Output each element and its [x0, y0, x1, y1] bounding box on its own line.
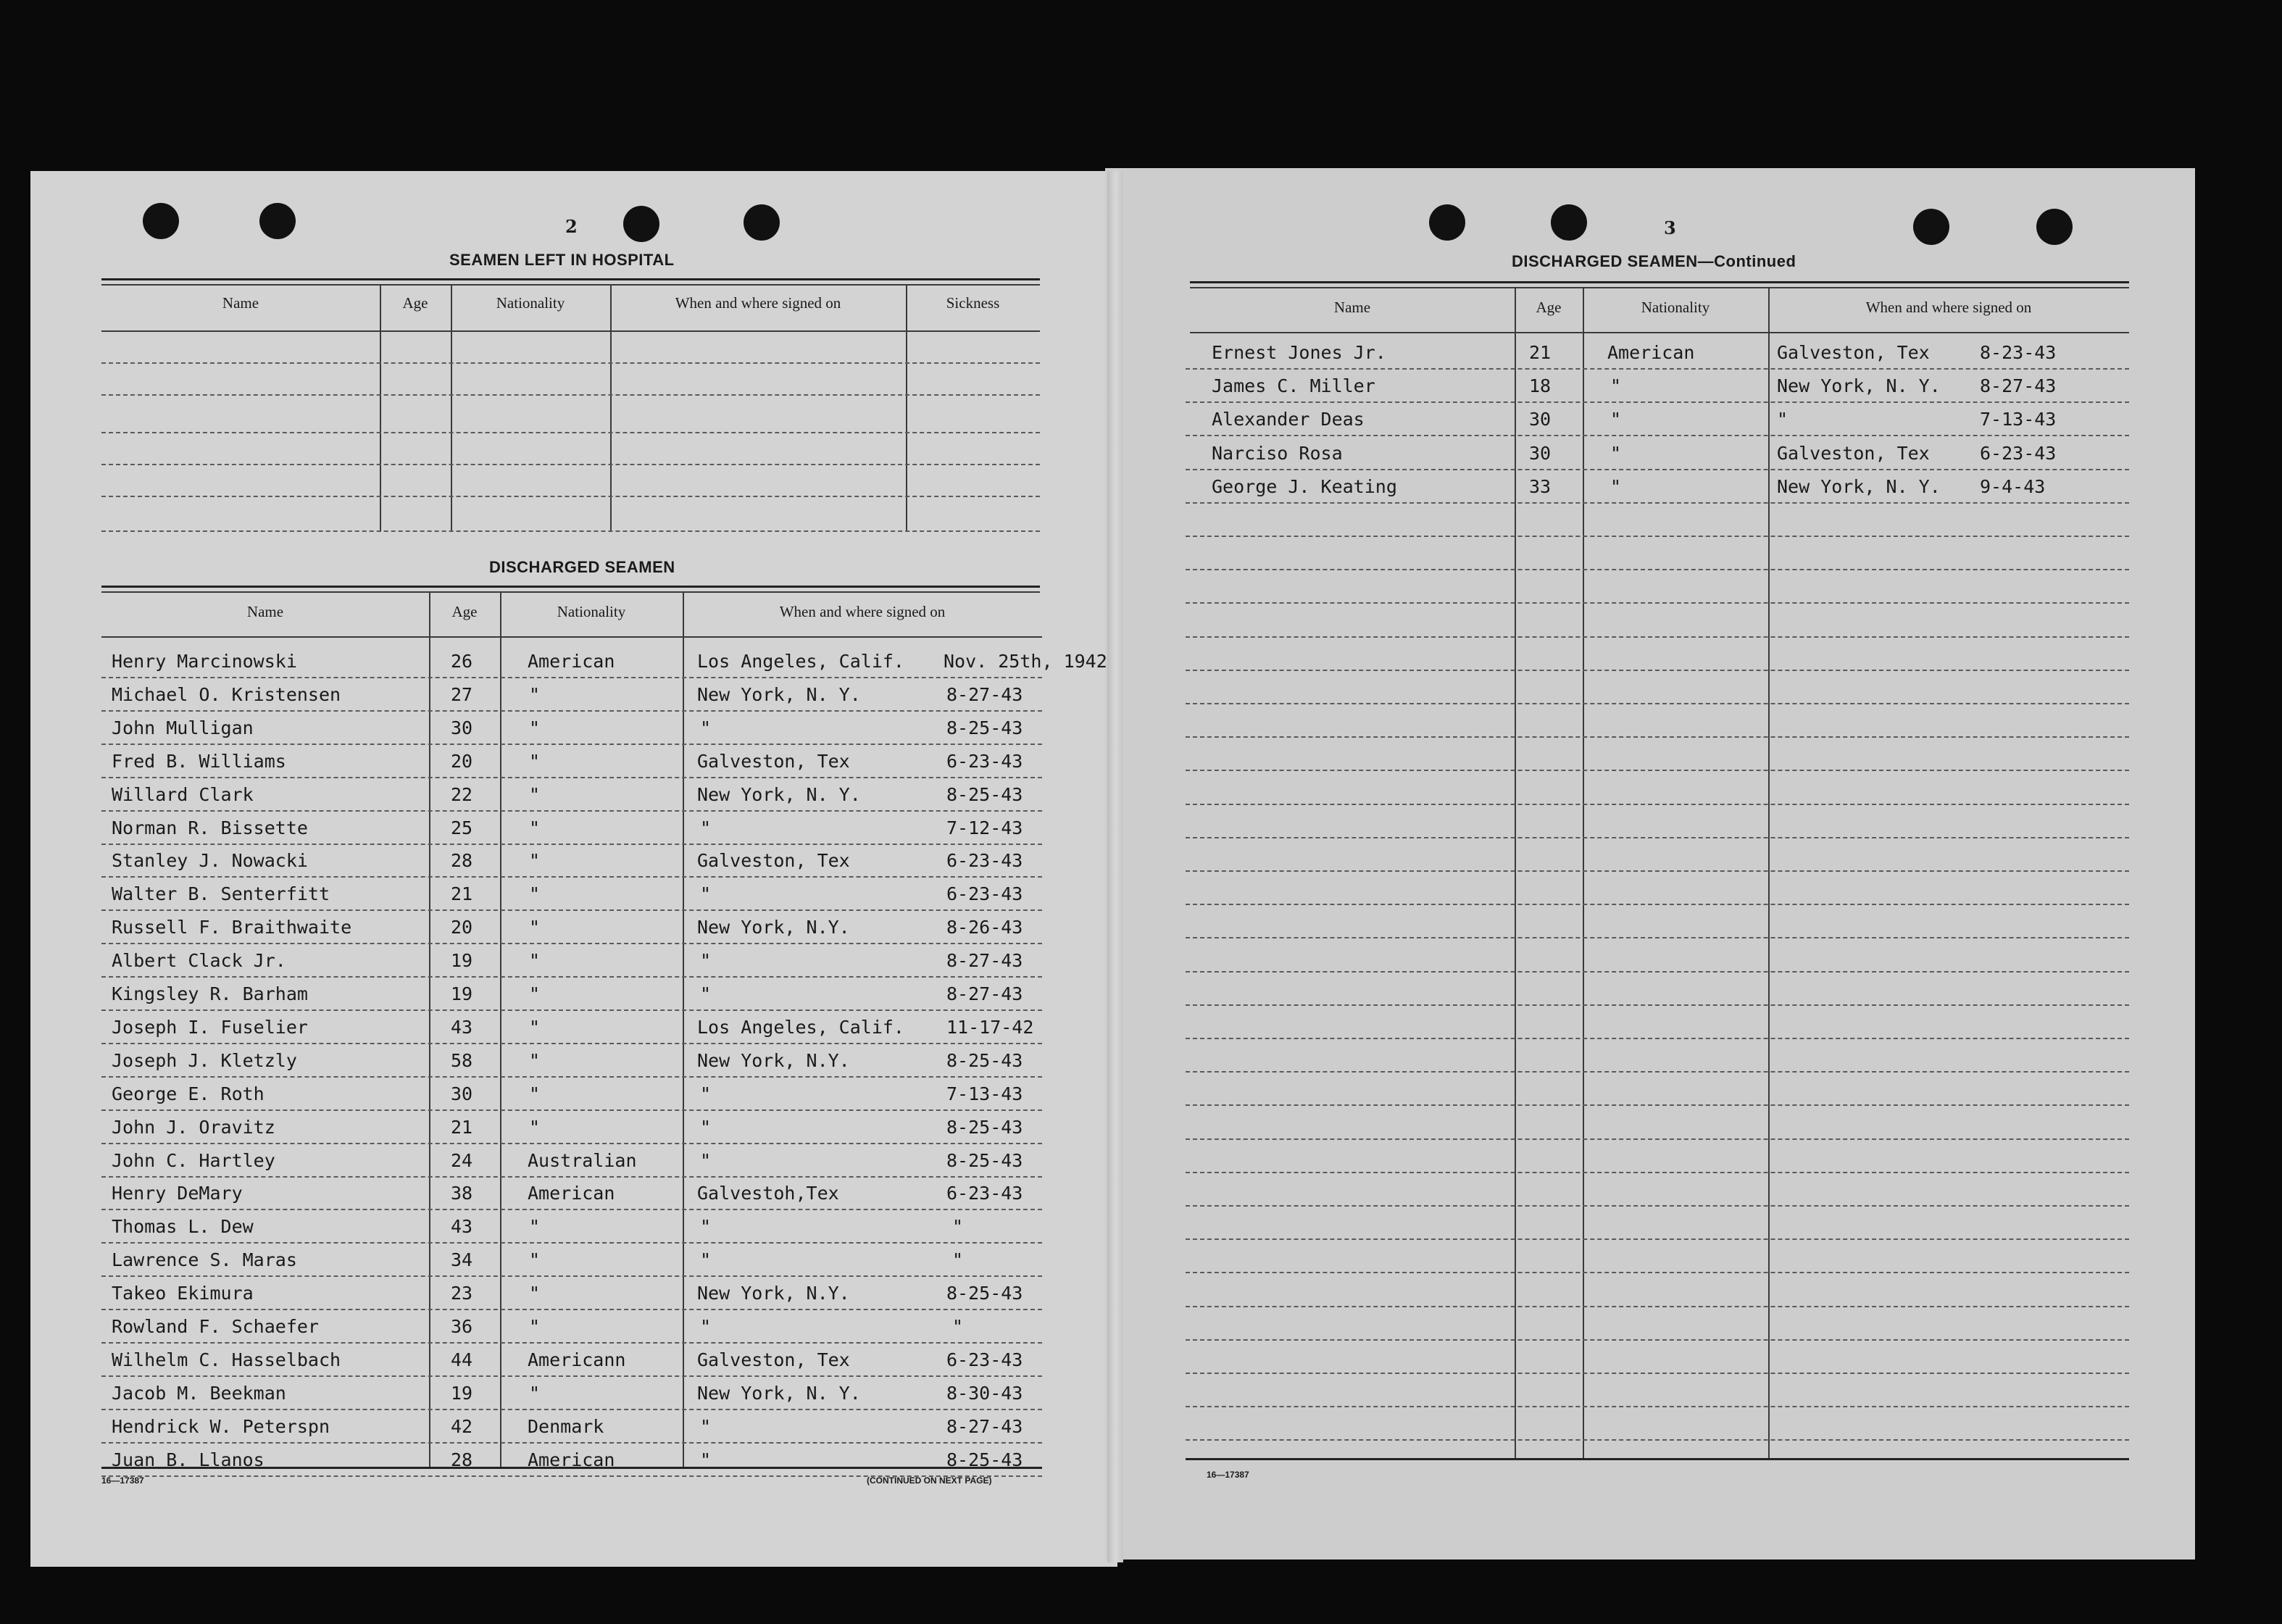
column-divider: [380, 286, 381, 532]
signed-on-date: 8-23-43: [1980, 342, 2057, 363]
seaman-age: 23: [451, 1283, 473, 1304]
seaman-age: 36: [451, 1316, 473, 1337]
signed-on-place: ": [700, 1449, 712, 1470]
column-divider: [1768, 288, 1770, 1458]
signed-on-place: New York, N.Y.: [697, 1283, 850, 1304]
seaman-name: Norman R. Bissette: [112, 817, 308, 838]
signed-on-place: New York, N.Y.: [697, 917, 850, 938]
signed-on-date: 8-25-43: [946, 1283, 1023, 1304]
column-header: Name: [246, 603, 284, 620]
seaman-name: Joseph I. Fuselier: [112, 1017, 308, 1038]
seaman-age: 24: [451, 1150, 473, 1171]
seaman-nationality: ": [529, 1117, 541, 1138]
row-rule: [101, 976, 1042, 978]
rule: [101, 586, 1040, 588]
punch-hole: [143, 203, 179, 239]
row-rule: [101, 1409, 1042, 1410]
seaman-age: 58: [451, 1050, 473, 1071]
signed-on-place: New York, N. Y.: [1777, 476, 1941, 497]
seaman-nationality: ": [529, 784, 541, 805]
signed-on-place: New York, N. Y.: [697, 684, 861, 705]
signed-on-date: 6-23-43: [946, 1183, 1023, 1204]
seaman-name: John J. Oravitz: [112, 1117, 275, 1138]
seaman-age: 28: [451, 1449, 473, 1470]
seaman-age: 28: [451, 850, 473, 871]
signed-on-date: 6-23-43: [946, 883, 1023, 904]
row-rule: [101, 1342, 1042, 1344]
seaman-nationality: ": [529, 1216, 541, 1237]
page-number: 2: [565, 216, 578, 237]
signed-on-date: 9-4-43: [1980, 476, 2046, 497]
signed-on-place: ": [1777, 409, 1788, 430]
seaman-name: John Mulligan: [112, 717, 254, 738]
seaman-name: John C. Hartley: [112, 1150, 275, 1171]
row-rule: [1186, 1071, 2129, 1073]
seaman-age: 18: [1529, 375, 1552, 396]
row-rule: [1186, 1205, 2129, 1207]
column-header: Name: [1333, 299, 1371, 316]
row-rule: [101, 909, 1042, 911]
row-rule: [101, 1275, 1042, 1277]
row-rule: [1186, 401, 2129, 403]
signed-on-place: New York, N.Y.: [697, 1050, 850, 1071]
seaman-age: 19: [451, 983, 473, 1004]
signed-on-date: 8-25-43: [946, 1449, 1023, 1470]
column-header: Name: [222, 294, 259, 312]
seaman-nationality: American: [528, 1183, 615, 1204]
signed-on-date: 8-26-43: [946, 917, 1023, 938]
row-rule: [101, 1043, 1042, 1044]
seaman-nationality: ": [529, 883, 541, 904]
seaman-age: 20: [451, 751, 473, 772]
seaman-nationality: American: [528, 651, 615, 672]
seaman-age: 42: [451, 1416, 473, 1437]
column-header: Sickness: [946, 294, 1000, 312]
signed-on-date: 7-13-43: [1980, 409, 2057, 430]
seaman-nationality: ": [529, 1017, 541, 1038]
signed-on-date: 8-30-43: [946, 1383, 1023, 1404]
signed-on-place: Galveston, Tex: [1777, 342, 1930, 363]
punch-hole: [259, 203, 296, 239]
row-rule: [1186, 1172, 2129, 1173]
seaman-name: Hendrick W. Peterspn: [112, 1416, 330, 1437]
signed-on-date: 8-25-43: [946, 1117, 1023, 1138]
signed-on-date: 7-12-43: [946, 817, 1023, 838]
row-rule: [1186, 870, 2129, 872]
rule: [101, 591, 1040, 593]
seaman-name: Albert Clack Jr.: [112, 950, 286, 971]
seaman-name: Walter B. Senterfitt: [112, 883, 330, 904]
seaman-name: Michael O. Kristensen: [112, 684, 341, 705]
row-rule: [1186, 837, 2129, 838]
column-divider: [1583, 288, 1584, 1458]
row-rule: [101, 1009, 1042, 1011]
seaman-nationality: ": [529, 983, 541, 1004]
column-divider: [906, 286, 907, 532]
seaman-age: 25: [451, 817, 473, 838]
seaman-name: Thomas L. Dew: [112, 1216, 254, 1237]
signed-on-place: New York, N. Y.: [697, 1383, 861, 1404]
seaman-age: 21: [451, 1117, 473, 1138]
signed-on-date: 8-27-43: [946, 684, 1023, 705]
column-header: Age: [451, 603, 478, 620]
seaman-nationality: ": [1610, 476, 1622, 497]
seaman-name: Rowland F. Schaefer: [112, 1316, 319, 1337]
seaman-age: 43: [451, 1216, 473, 1237]
signed-on-date: 8-27-43: [946, 950, 1023, 971]
rule: [1190, 281, 2129, 283]
row-rule: [1186, 1038, 2129, 1039]
signed-on-date: 8-25-43: [946, 1050, 1023, 1071]
seaman-age: 44: [451, 1349, 473, 1370]
seaman-age: 19: [451, 1383, 473, 1404]
row-rule: [101, 464, 1040, 465]
seaman-name: Takeo Ekimura: [112, 1283, 254, 1304]
signed-on-place: New York, N. Y.: [1777, 375, 1941, 396]
punch-hole: [1551, 204, 1587, 241]
seaman-nationality: ": [529, 950, 541, 971]
signed-on-place: Los Angeles, Calif.: [697, 1017, 904, 1038]
column-header: Age: [402, 294, 428, 312]
seaman-name: Russell F. Braithwaite: [112, 917, 352, 938]
row-rule: [101, 1309, 1042, 1310]
row-rule: [1186, 1339, 2129, 1341]
seaman-nationality: Australian: [528, 1150, 637, 1171]
signed-on-date: 8-27-43: [1980, 375, 2057, 396]
seaman-name: Juan B. Llanos: [112, 1449, 265, 1470]
row-rule: [1186, 435, 2129, 436]
signed-on-place: ": [700, 817, 712, 838]
continued-title: DISCHARGED SEAMEN—Continued: [1512, 252, 1796, 270]
seaman-nationality: American: [1607, 342, 1695, 363]
signed-on-place: ": [700, 1150, 712, 1171]
signed-on-date: ": [952, 1249, 964, 1270]
seaman-name: Henry Marcinowski: [112, 651, 297, 672]
signed-on-place: ": [700, 983, 712, 1004]
signed-on-date: 8-27-43: [946, 983, 1023, 1004]
row-rule: [101, 330, 1040, 332]
signed-on-date: ": [952, 1316, 964, 1337]
seaman-age: 22: [451, 784, 473, 805]
row-rule: [1186, 602, 2129, 604]
signed-on-place: Galveston, Tex: [697, 850, 850, 871]
seaman-age: 34: [451, 1249, 473, 1270]
seaman-age: 30: [1529, 443, 1552, 464]
hospital-title: SEAMEN LEFT IN HOSPITAL: [449, 251, 675, 269]
form-number: 16—17387: [101, 1475, 144, 1486]
seaman-nationality: ": [1610, 375, 1622, 396]
row-rule: [1186, 1306, 2129, 1307]
punch-hole: [623, 206, 659, 242]
signed-on-place: ": [700, 1216, 712, 1237]
column-header: Nationality: [557, 603, 626, 620]
seaman-name: Henry DeMary: [112, 1183, 243, 1204]
row-rule: [1186, 736, 2129, 738]
row-rule: [1186, 904, 2129, 905]
continued-note: (CONTINUED ON NEXT PAGE): [867, 1475, 992, 1486]
seaman-nationality: ": [529, 817, 541, 838]
seaman-name: Ernest Jones Jr.: [1212, 342, 1386, 363]
page-number: 3: [1664, 217, 1676, 238]
row-rule: [101, 530, 1040, 532]
row-rule: [101, 1109, 1042, 1111]
signed-on-place: Galvestoh,Tex: [697, 1183, 839, 1204]
seaman-nationality: ": [529, 1249, 541, 1270]
seaman-nationality: ": [1610, 443, 1622, 464]
row-rule: [101, 496, 1040, 497]
signed-on-place: ": [700, 883, 712, 904]
signed-on-place: Galveston, Tex: [1777, 443, 1930, 464]
seaman-nationality: ": [529, 850, 541, 871]
row-rule: [101, 1176, 1042, 1178]
seaman-name: Narciso Rosa: [1212, 443, 1343, 464]
row-rule: [1186, 569, 2129, 570]
punch-hole: [744, 204, 780, 241]
signed-on-date: 6-23-43: [1980, 443, 2057, 464]
seaman-age: 26: [451, 651, 473, 672]
row-rule: [1186, 703, 2129, 704]
header-rule: [1190, 332, 2129, 333]
row-rule: [101, 876, 1042, 878]
row-rule: [101, 432, 1040, 433]
row-rule: [1186, 1104, 2129, 1106]
row-rule: [1186, 1439, 2129, 1441]
column-divider: [500, 593, 501, 1467]
row-rule: [101, 1076, 1042, 1078]
seaman-nationality: ": [529, 1283, 541, 1304]
form-number: 16—17387: [1207, 1470, 1249, 1480]
row-rule: [1186, 770, 2129, 771]
seaman-age: 33: [1529, 476, 1552, 497]
seaman-name: Jacob M. Beekman: [112, 1383, 286, 1404]
seaman-name: Alexander Deas: [1212, 409, 1365, 430]
seaman-name: George J. Keating: [1212, 476, 1397, 497]
signed-on-place: ": [700, 1249, 712, 1270]
page-fold: [1107, 171, 1123, 1562]
signed-on-date: ": [952, 1216, 964, 1237]
signed-on-date: 8-25-43: [946, 784, 1023, 805]
row-rule: [1186, 1272, 2129, 1273]
seaman-nationality: ": [529, 1316, 541, 1337]
row-rule: [1186, 469, 2129, 470]
seaman-name: George E. Roth: [112, 1083, 265, 1104]
signed-on-place: Galveston, Tex: [697, 1349, 850, 1370]
row-rule: [101, 943, 1042, 944]
row-rule: [1186, 1238, 2129, 1240]
seaman-age: 30: [1529, 409, 1552, 430]
row-rule: [101, 844, 1042, 845]
signed-on-date: Nov. 25th, 1942: [944, 651, 1107, 672]
signed-on-date: 8-25-43: [946, 1150, 1023, 1171]
row-rule: [101, 744, 1042, 745]
row-rule: [1186, 971, 2129, 973]
row-rule: [101, 677, 1042, 678]
column-divider: [429, 593, 430, 1467]
seaman-age: 21: [1529, 342, 1552, 363]
punch-hole: [2036, 209, 2073, 245]
seaman-age: 30: [451, 717, 473, 738]
row-rule: [101, 394, 1040, 396]
seaman-nationality: ": [529, 684, 541, 705]
seaman-age: 30: [451, 1083, 473, 1104]
seaman-nationality: ": [529, 1383, 541, 1404]
rule: [101, 278, 1040, 280]
bottom-rule: [101, 1467, 1042, 1469]
row-rule: [101, 1209, 1042, 1210]
signed-on-place: Los Angeles, Calif.: [697, 651, 904, 672]
signed-on-place: ": [700, 950, 712, 971]
seaman-nationality: ": [529, 751, 541, 772]
signed-on-date: 8-27-43: [946, 1416, 1023, 1437]
row-rule: [101, 1442, 1042, 1444]
column-divider: [683, 593, 684, 1467]
row-rule: [1186, 1406, 2129, 1407]
column-divider: [610, 286, 612, 532]
row-rule: [1186, 1138, 2129, 1140]
seaman-nationality: ": [529, 1050, 541, 1071]
column-divider: [451, 286, 452, 532]
row-rule: [101, 810, 1042, 812]
signed-on-place: ": [700, 1416, 712, 1437]
seaman-nationality: Americann: [528, 1349, 626, 1370]
signed-on-date: 11-17-42: [946, 1017, 1034, 1038]
row-rule: [1186, 937, 2129, 938]
column-header: Nationality: [1641, 299, 1710, 316]
row-rule: [1186, 502, 2129, 504]
signed-on-place: ": [700, 1083, 712, 1104]
punch-hole: [1913, 209, 1949, 245]
seaman-nationality: ": [1610, 409, 1622, 430]
column-header: Age: [1536, 299, 1562, 316]
signed-on-date: 6-23-43: [946, 850, 1023, 871]
header-rule: [101, 636, 1042, 638]
seaman-name: Wilhelm C. Hasselbach: [112, 1349, 341, 1370]
row-rule: [101, 710, 1042, 712]
row-rule: [101, 1143, 1042, 1144]
signed-on-date: 7-13-43: [946, 1083, 1023, 1104]
seaman-name: Lawrence S. Maras: [112, 1249, 297, 1270]
rule: [1190, 287, 2129, 288]
punch-hole: [1429, 204, 1465, 241]
row-rule: [1186, 636, 2129, 638]
row-rule: [101, 1242, 1042, 1244]
bottom-rule: [1186, 1458, 2129, 1460]
column-header: Nationality: [496, 294, 565, 312]
column-divider: [1515, 288, 1516, 1458]
seaman-age: 38: [451, 1183, 473, 1204]
seaman-age: 43: [451, 1017, 473, 1038]
seaman-name: Joseph J. Kletzly: [112, 1050, 297, 1071]
seaman-age: 27: [451, 684, 473, 705]
row-rule: [1186, 670, 2129, 671]
row-rule: [101, 1375, 1042, 1377]
seaman-name: Stanley J. Nowacki: [112, 850, 308, 871]
seaman-age: 20: [451, 917, 473, 938]
row-rule: [1186, 368, 2129, 370]
row-rule: [1186, 536, 2129, 537]
seaman-nationality: ": [529, 717, 541, 738]
seaman-name: Fred B. Williams: [112, 751, 286, 772]
signed-on-date: 8-25-43: [946, 717, 1023, 738]
column-header: When and where signed on: [1865, 299, 2032, 316]
signed-on-place: New York, N. Y.: [697, 784, 861, 805]
signed-on-place: ": [700, 1117, 712, 1138]
seaman-name: James C. Miller: [1212, 375, 1375, 396]
seaman-name: Willard Clark: [112, 784, 254, 805]
seaman-age: 21: [451, 883, 473, 904]
seaman-nationality: ": [529, 917, 541, 938]
signed-on-place: Galveston, Tex: [697, 751, 850, 772]
row-rule: [101, 362, 1040, 364]
column-header: When and where signed on: [675, 294, 841, 312]
row-rule: [1186, 1373, 2129, 1374]
signed-on-date: 6-23-43: [946, 751, 1023, 772]
rule: [101, 284, 1040, 286]
discharged-title: DISCHARGED SEAMEN: [489, 558, 675, 576]
row-rule: [1186, 804, 2129, 805]
row-rule: [101, 777, 1042, 778]
seaman-age: 19: [451, 950, 473, 971]
seaman-nationality: American: [528, 1449, 615, 1470]
seaman-nationality: Denmark: [528, 1416, 604, 1437]
signed-on-date: 6-23-43: [946, 1349, 1023, 1370]
seaman-name: Kingsley R. Barham: [112, 983, 308, 1004]
column-header: When and where signed on: [779, 603, 946, 620]
seaman-nationality: ": [529, 1083, 541, 1104]
row-rule: [1186, 1004, 2129, 1006]
signed-on-place: ": [700, 1316, 712, 1337]
signed-on-place: ": [700, 717, 712, 738]
